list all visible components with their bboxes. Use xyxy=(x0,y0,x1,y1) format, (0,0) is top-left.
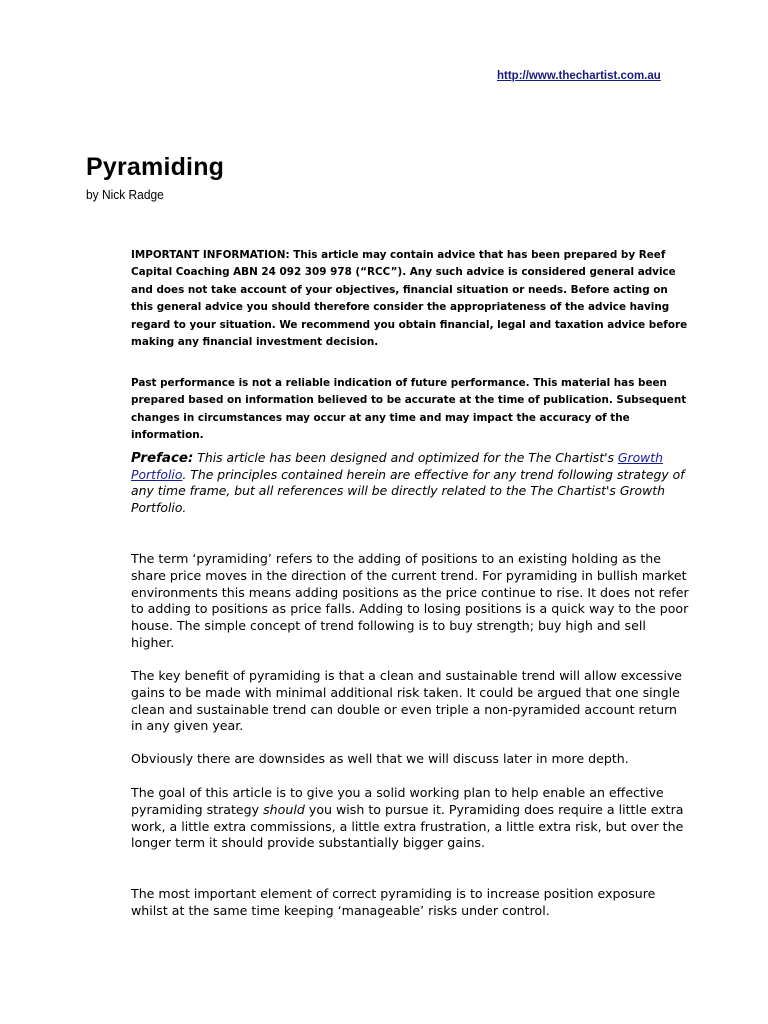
goal-text-after: you wish to pursue it. Pyramiding does require a little extra work, a little extra commissions, a little extra frustration, a little extra risk, but over the longer term it should provide substantially bigger gains. xyxy=(131,801,684,851)
body-paragraph-definition: The term ‘pyramiding’ refers to the adding of positions to an existing holding as the share price moves in the direction of the current trend. For pyramiding in bullish market environments this means adding positions as the price continue to rise. It does not refer to adding to positions as price falls. Adding to losing positions is a quick way to the poor house. The simple concept of trend following is to buy strength; buy high and sell higher. xyxy=(131,551,689,650)
site-url-link[interactable]: http://www.thechartist.com.au xyxy=(497,70,661,82)
article-title: Pyramiding xyxy=(86,153,225,181)
preface-text-after: . The principles contained herein are effective for any trend following strategy of any time frame, but all references will be directly related to the The Chartist's Growth Portfolio. xyxy=(131,467,685,515)
body-paragraph-downsides: Obviously there are downsides as well that we will discuss later in more depth. xyxy=(131,751,629,766)
article-byline: by Nick Radge xyxy=(86,187,164,202)
goal-emphasis: should xyxy=(263,801,305,817)
preface-label: Preface: xyxy=(131,451,194,466)
body-paragraph-important-element: The most important element of correct pyramiding is to increase position exposure whilst at the same time keeping ‘manageable’ risks under control. xyxy=(131,886,656,918)
goal-text-before: The goal of this article is to give you a solid working plan to help enable an effective pyramiding strategy xyxy=(131,785,664,817)
body-paragraph-key-benefit: The key benefit of pyramiding is that a clean and sustainable trend will allow excessive gains to be made with minimal additional risk taken. It could be argued that one single clean and sustainable trend can double or even triple a non-pyramided account return in any given year. xyxy=(131,668,683,734)
growth-portfolio-link[interactable]: Growth Portfolio xyxy=(131,450,664,483)
preface-text-before: This article has been designed and optimized for the The Chartist's xyxy=(193,450,618,465)
body-paragraph-goal xyxy=(131,785,691,852)
disclaimer-important-information: IMPORTANT INFORMATION: This article may contain advice that has been prepared by Reef Capital Coaching ABN 24 092 309 978 (“RCC”). Any such advice is considered general advice and does not take account of your objectives, financial situation or needs. Before acting on this general advice you should therefore consider the appropriateness of the advice having regard to your situation. We recommend you obtain financial, legal and taxation advice before making any financial investment decision. xyxy=(131,249,688,349)
preface-paragraph xyxy=(131,450,691,516)
disclaimer-past-performance: Past performance is not a reliable indication of future performance. This material has been prepared based on information believed to be accurate at the time of publication. Subsequent changes in circumstances may occur at any time and may impact the accuracy of the information. xyxy=(131,377,687,442)
